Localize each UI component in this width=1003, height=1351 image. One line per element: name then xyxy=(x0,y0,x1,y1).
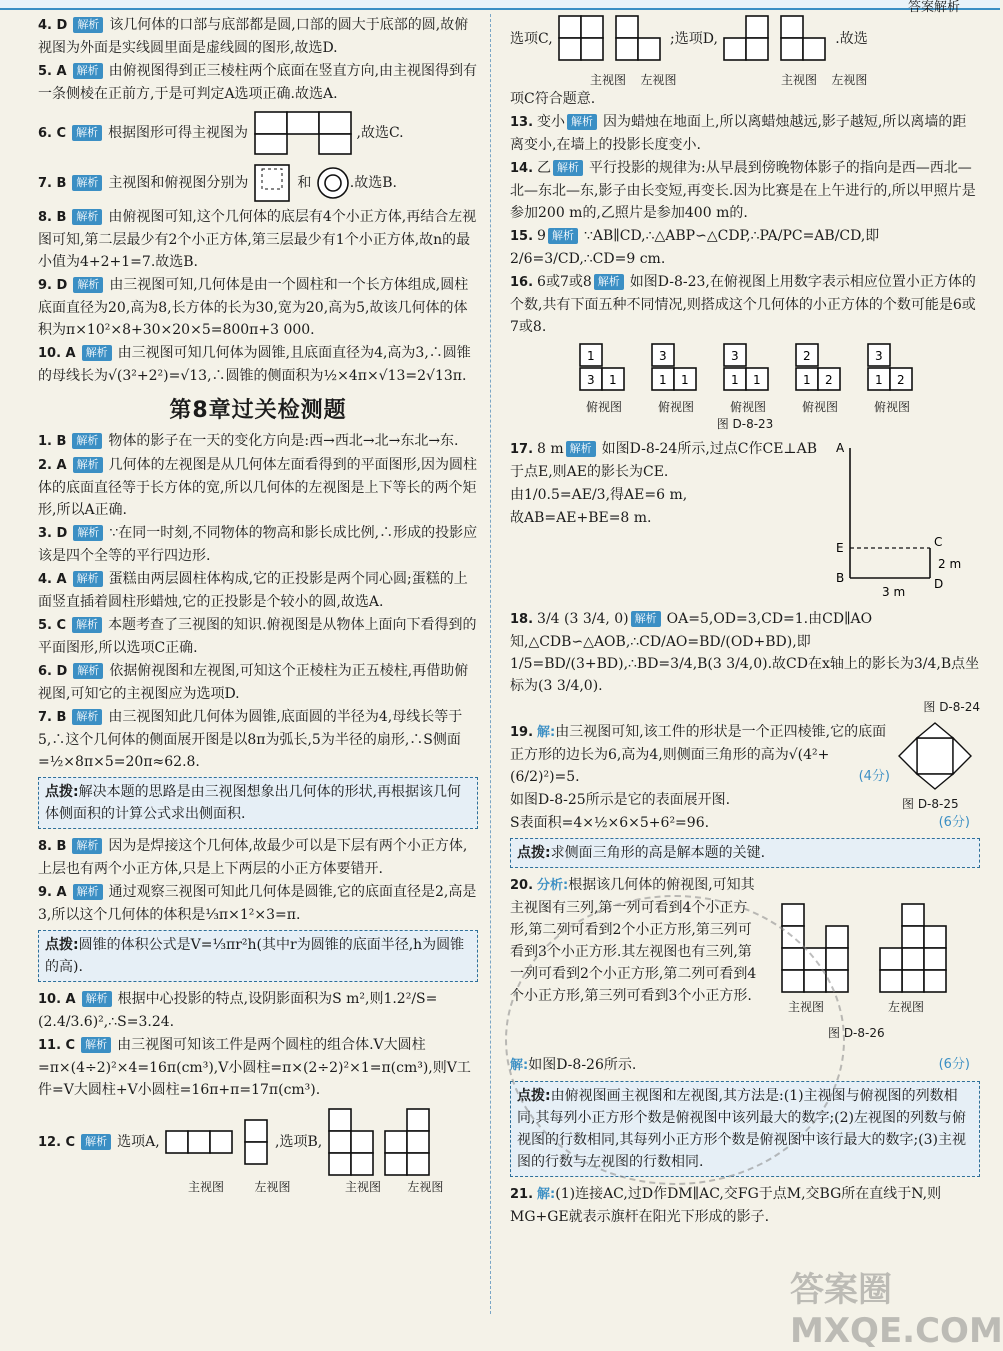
option-c-left-view xyxy=(614,14,666,64)
analysis-tag: 解析 xyxy=(72,709,102,725)
main-view-label: 主视图 xyxy=(188,1180,225,1194)
left-view-label: 左视图 xyxy=(254,1180,291,1194)
answer-item-17: 17. 8 m 解析 如图D-8-24所示,过点C作CE⊥AB于点E,则AE的影长为CE. 由1/0.5=AE/3,得AE=6 m, 故AB=AE+BE=8 m. xyxy=(510,441,817,526)
option-a-front-view xyxy=(164,1129,236,1155)
top-view-label: 俯视图 xyxy=(657,400,694,414)
grid-number: 2 xyxy=(803,349,811,363)
chapter-title: 第8章过关检测题 xyxy=(169,398,347,423)
test-item-9: 9. A 解析 通过观察三视图可知此几何体是圆锥,它的底面直径是2,高是3,所以这个几何体的体积是⅓π×1²×3=π. xyxy=(38,884,477,923)
top-view-grid-4 xyxy=(794,342,846,415)
answer-item-14: 14. 乙 解析 平行投影的规律为:从早晨到傍晚物体影子的指向是西—西北—北—东北—东,影子由长变短,再变长.因为比赛是在上午进行的,所以甲照片是参加200 m的,乙照片是参加400 m的. xyxy=(510,160,976,221)
answer-item-18: 18. 3/4 (3 3/4, 0) 解析 OA=5,OD=3,CD=1.由CD∥AO知,△CDB∽△AOB,∴CD/AO=BD/(OD+BD),即1/5=BD/(3+BD),∴BD=3/4,B(3 3/4,0).故CD在x轴上的影长为3/4,B点坐标为(3 3/4,0). xyxy=(510,611,980,694)
analysis-tag: 解析 xyxy=(81,1134,111,1150)
figure-caption-d-8-23: 图 D-8-23 xyxy=(716,417,774,431)
figure-caption-d-8-26: 图 D-8-26 xyxy=(828,1026,885,1040)
answer-item-13: 13. 变小 解析 因为蜡烛在地面上,所以离蜡烛越远,影子越短,所以离墙的距离变小,在墙上的投影长度变小. xyxy=(510,114,967,153)
test-item-10: 10. A 解析 根据中心投影的特点,设阴影面积为S m²,则1.2²/S=(2.4/3.6)²,∴S=3.24. xyxy=(38,991,438,1030)
grid-number: 1 xyxy=(803,373,811,387)
left-view-label: 左视图 xyxy=(407,1180,444,1194)
option-b-left-view xyxy=(383,1107,435,1177)
answer-item-9: 9. D 解析 由三视图可知,几何体是由一个圆柱和一个长方体组成,圆柱底面直径为20,高为8,长方体的长为30,宽为20,高为5,故该几何体的体积为π×10²×8+30×20×5=800π+3 000. xyxy=(38,277,469,338)
test-item-4: 4. A 解析 蛋糕由两层圆柱体构成,它的正投影是两个同心圆;蛋糕的上面竖直插着圆柱形蜡烛,它的正投影是个较小的圆,故选A. xyxy=(38,571,468,610)
analysis-tag: 解析 xyxy=(82,991,112,1007)
analysis-tag: 解析 xyxy=(81,1037,111,1053)
analysis-tag: 解析 xyxy=(73,884,103,900)
front-view-dashed-figure xyxy=(253,163,293,203)
main-view-label: 主视图 xyxy=(344,1180,381,1194)
grid-number: 1 xyxy=(875,373,883,387)
test-item-8: 8. B 解析 因为是焊接这个几何体,故最少可以是下层有两个小正方体,上层也有两个小正方体,只是上下两层的小正方体要错开. xyxy=(38,838,468,877)
test-item-12: 12. C 解析 选项A, ,选项B, xyxy=(38,1107,478,1177)
grid-number: 1 xyxy=(609,373,617,387)
grid-number: 1 xyxy=(659,373,667,387)
front-view-figure xyxy=(253,110,357,156)
grid-number: 1 xyxy=(587,349,595,363)
figure-d-8-23 xyxy=(510,342,980,415)
option-b-front-view xyxy=(327,1107,379,1177)
analysis-tag: 解析 xyxy=(73,571,103,587)
test-item-6: 6. D 解析 依据俯视图和左视图,可知这个正棱柱为正五棱柱,再借助俯视图,可知它的主视图应为选项D. xyxy=(38,663,469,702)
option-c-front-view xyxy=(557,14,609,64)
svg-text:A: A xyxy=(836,441,845,455)
top-view-grid-2 xyxy=(650,342,702,415)
top-view-circles-figure xyxy=(316,166,350,200)
answer-item-19: 19. 解:由三视图可知,该工件的形状是一个正四棱锥,它的底面正方形的边长为6,高为4,则侧面三角形的高为√(4²+(6/2)²)=5. (4分) 如图D-8-25所示是它的表面展开图. S表面积=4×½×6×5+6²=96. (6分) xyxy=(510,724,970,831)
watermark-logo: 答案圈 MXQE.COM xyxy=(790,1270,1003,1351)
analysis-tag: 解析 xyxy=(594,274,624,290)
analysis-tag: 解析 xyxy=(72,617,102,633)
analysis-tag: 解析 xyxy=(548,228,578,244)
answer-item-8: 8. B 解析 由俯视图可知,这个几何体的底层有4个小正方体,再结合左视图可知,第二层最少有2个小正方体,第三层最少有1个小正方体,故n的最小值为4+2+1=7.故选B. xyxy=(38,209,477,270)
grid-number: 2 xyxy=(897,373,905,387)
svg-text:2 m: 2 m xyxy=(938,557,962,571)
analysis-tag: 解析 xyxy=(631,611,661,627)
grid-number: 3 xyxy=(659,349,667,363)
answer-item-20-solution: 解:如图D-8-26所示. (6分) xyxy=(510,1057,970,1073)
test-item-1: 1. B 解析 物体的影子在一天的变化方向是:西→西北→北→东北→东. xyxy=(38,433,459,449)
left-column xyxy=(38,14,478,1195)
analysis-tag: 解析 xyxy=(73,663,103,679)
grid-number: 3 xyxy=(875,349,883,363)
analysis-tag: 解析 xyxy=(566,441,596,457)
answer-item-16: 16. 6或7或8 解析 如图D-8-23,在俯视图上用数字表示相应位置小正方体的个数,共有下面五种不同情况,则搭成这个几何体的小正方体的个数可能是6或7或8. xyxy=(510,274,976,335)
top-view-label: 俯视图 xyxy=(801,400,838,414)
tip-box-3: 点拨:求侧面三角形的高是解本题的关键. xyxy=(510,838,980,868)
item-12-conclusion: 项C符合题意. xyxy=(510,91,596,107)
column-divider xyxy=(490,14,491,1314)
top-view-grid-5 xyxy=(866,342,918,415)
answer-item-19-block xyxy=(510,721,980,834)
grid-number: 3 xyxy=(587,373,595,387)
item-12-continued: 选项C, ;选项D, .故选 xyxy=(510,14,980,86)
tip-box-4: 点拨:由俯视图画主视图和左视图,其方法是:(1)主视图与俯视图的列数相同,其每列小正方形个数是俯视图中该列最大的数字;(2)左视图的列数与俯视图的行数相同,其每列小正方形个数是俯视图中该行最大的数字;(3)主视图的行数与左视图的行数相同. xyxy=(510,1081,980,1177)
top-view-label: 俯视图 xyxy=(873,400,910,414)
analysis-tag: 解析 xyxy=(82,345,112,361)
grid-number: 2 xyxy=(825,373,833,387)
tip-box-1: 点拨:解决本题的思路是由三视图想象出几何体的形状,再根据该几何体侧面积的计算公式求出侧面积. xyxy=(38,777,478,829)
svg-text:B: B xyxy=(836,571,845,585)
svg-text:C: C xyxy=(934,535,943,549)
page-header-title: 答案解析 xyxy=(907,0,960,15)
answer-item-20: 20. 分析:根据该几何体的俯视图,可知其主视图有三列,第一列可看到4个小正方形,第二列可看到2个小正方形,第三列可看到3个小正方形.其左视图也有三列,第一列可看到2个小正方形,第二列可看到4个小正方形,第三列可看到3个小正方形. xyxy=(510,877,757,1004)
test-item-3: 3. D 解析 ∵在同一时刻,不同物体的物高和影长成比例,∴形成的投影应该是四个全等的平行四边形. xyxy=(38,525,478,564)
analysis-tag: 解析 xyxy=(72,175,102,191)
top-view-grid-1 xyxy=(578,342,630,415)
analysis-tag: 解析 xyxy=(72,838,102,854)
answer-item-15: 15. 9 解析 ∵AB∥CD,∴△ABP∽△CDP,∴PA/PC=AB/CD,即2/6=3/CD,∴CD=9 cm. xyxy=(510,228,880,267)
answer-item-10: 10. A 解析 由三视图可知几何体为圆锥,且底面直径为4,高为3,∴圆锥的母线长为√(3²+2²)=√13,∴圆锥的侧面积为½×4π×√13=2√13π. xyxy=(38,345,471,384)
analysis-tag: 解析 xyxy=(73,277,103,293)
answer-item-17-block xyxy=(510,438,980,608)
option-cd-labels: 主视图 左视图 主视图 左视图 xyxy=(590,73,868,87)
tip-box-2: 点拨:圆锥的体积公式是V=⅓πr²h(其中r为圆锥的底面半径,h为圆锥的高). xyxy=(38,930,478,982)
analysis-tag: 解析 xyxy=(73,525,103,541)
test-item-7: 7. B 解析 由三视图知此几何体为圆锥,底面圆的半径为4,母线长等于5,∴这个几何体的侧面展开图是以8π为弧长,5为半径的扇形,∴S侧面=½×8π×5=20π≈62.8. xyxy=(38,709,463,770)
figure-caption-d-8-25: 图 D-8-25 xyxy=(902,797,959,811)
svg-text:3 m: 3 m xyxy=(882,585,906,599)
analysis-tag: 解析 xyxy=(73,17,103,33)
analysis-tag: 解析 xyxy=(73,63,103,79)
test-item-5: 5. C 解析 本题考查了三视图的知识.俯视图是从物体上面向下看得到的平面图形,所以选项C正确. xyxy=(38,617,477,656)
top-view-label: 俯视图 xyxy=(585,400,622,414)
analysis-tag: 解析 xyxy=(72,433,102,449)
figure-labels-row xyxy=(38,1178,478,1195)
option-a-left-view xyxy=(241,1118,271,1166)
grid-number: 1 xyxy=(681,373,689,387)
analysis-tag: 解析 xyxy=(553,160,583,176)
figure-d-8-25 xyxy=(895,721,975,791)
option-d-front-view xyxy=(722,14,774,64)
answer-item-4: 4. D 解析 该几何体的口部与底部都是圆,口部的圆大于底部的圆,故俯视图为外面是实线圆里面是虚线圆的图形,故选D. xyxy=(38,17,469,56)
main-view-label: 主视图 xyxy=(788,1000,825,1014)
answer-item-5: 5. A 解析 由俯视图得到正三棱柱两个底面在竖直方向,由主视图得到有一条侧棱在正前方,于是可判定A选项正确.故选A. xyxy=(38,63,478,102)
top-rule xyxy=(0,0,1000,15)
analysis-tag: 解析 xyxy=(72,209,102,225)
left-view-label: 左视图 xyxy=(888,1000,925,1014)
answer-item-21: 21. 解:(1)连接AC,过D作DM∥AC,交FG于点M,交BG所在直线于N,则MG+GE就表示旗杆在阳光下形成的影子. xyxy=(510,1186,942,1225)
analysis-tag: 解析 xyxy=(73,457,103,473)
grid-number: 3 xyxy=(731,349,739,363)
figure-d-8-24 xyxy=(830,438,970,608)
top-view-grid-3 xyxy=(722,342,774,415)
test-item-11: 11. C 解析 由三视图可知该工件是两个圆柱的组合体.V大圆柱=π×(4÷2)²×4=16π(cm³),V小圆柱=π×(2÷2)²×1=π(cm³),则V工件=V大圆柱+V小圆柱=16π+π=17π(cm³). xyxy=(38,1037,471,1098)
stamp-overlay xyxy=(505,895,845,1185)
answer-item-6: 6. C 解析 根据图形可得主视图为 ,故选C. xyxy=(38,106,478,160)
analysis-tag: 解析 xyxy=(72,125,102,141)
option-d-left-view xyxy=(779,14,831,64)
top-view-label: 俯视图 xyxy=(729,400,766,414)
figure-caption-d-8-24: 图 D-8-24 xyxy=(923,700,980,714)
figure-d-8-26-left-view xyxy=(878,884,958,994)
grid-number: 1 xyxy=(753,373,761,387)
test-item-2: 2. A 解析 几何体的左视图是从几何体左面看得到的平面图形,因为圆柱体的底面直径等于长方体的宽,所以几何体的左视图是上下等长的两个矩形,所以A正确. xyxy=(38,457,478,518)
analysis-tag: 解析 xyxy=(567,114,597,130)
answer-item-7: 7. B 解析 主视图和俯视图分别为 和 .故选B. xyxy=(38,161,478,205)
svg-text:D: D xyxy=(934,577,944,591)
svg-text:E: E xyxy=(836,541,844,555)
grid-number: 1 xyxy=(731,373,739,387)
